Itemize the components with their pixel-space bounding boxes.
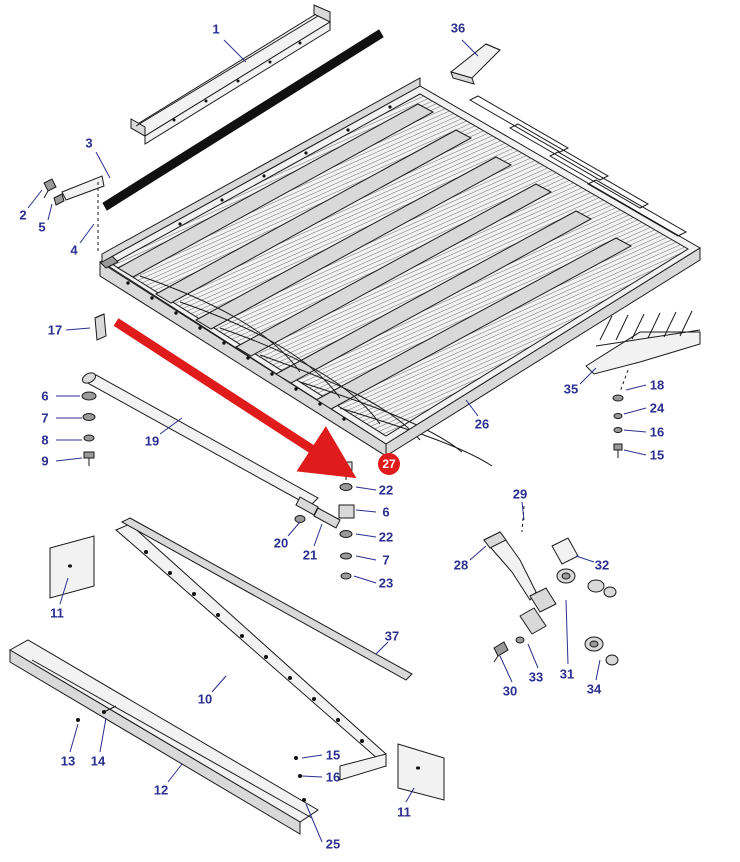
part-36-blade — [451, 44, 500, 84]
callout-22-upper: 22 — [378, 482, 394, 498]
callout-1: 1 — [212, 21, 220, 37]
callout-21: 21 — [302, 547, 318, 563]
callout-35: 35 — [563, 381, 579, 397]
callout-13: 13 — [60, 753, 76, 769]
callout-25: 25 — [325, 836, 341, 852]
linkage-assembly — [484, 506, 618, 665]
callout-16-right: 16 — [649, 424, 665, 440]
callout-12: 12 — [153, 782, 169, 798]
callout-30: 30 — [502, 683, 518, 699]
part-12-angle-rail — [10, 640, 318, 834]
callout-9: 9 — [41, 453, 49, 469]
callout-3: 3 — [85, 135, 93, 151]
fastener-stack-center — [339, 462, 354, 579]
callout-19: 19 — [144, 433, 160, 449]
callout-8: 8 — [41, 432, 49, 448]
callout-32: 32 — [594, 557, 610, 573]
callout-16-bottom: 16 — [325, 769, 341, 785]
callout-7-left: 7 — [41, 410, 49, 426]
callout-11-left: 11 — [50, 605, 64, 621]
callout-20: 20 — [273, 535, 289, 551]
callout-24: 24 — [649, 400, 665, 416]
callout-22-lower: 22 — [378, 529, 394, 545]
callout-6-center: 6 — [382, 504, 390, 520]
callout-2: 2 — [19, 207, 27, 223]
callout-31: 31 — [559, 666, 575, 682]
callout-37: 37 — [384, 628, 400, 644]
callout-29: 29 — [512, 486, 528, 502]
callout-23: 23 — [378, 575, 394, 591]
callout-15-right: 15 — [649, 447, 665, 463]
callout-4: 4 — [70, 242, 78, 258]
callout-15-bottom: 15 — [325, 747, 341, 763]
callout-11-right: 11 — [397, 804, 411, 820]
part-11-plate-left — [50, 536, 94, 598]
callout-34: 34 — [586, 681, 602, 697]
callout-7-center: 7 — [382, 552, 390, 568]
sieve-frame-assembly — [100, 78, 700, 466]
callout-10: 10 — [197, 691, 213, 707]
callout-6-left: 6 — [41, 388, 49, 404]
callout-17: 17 — [47, 322, 63, 338]
part-17-pin — [95, 314, 106, 340]
callout-33: 33 — [528, 669, 544, 685]
part-4-bracket — [44, 176, 104, 252]
part-11-plate-right — [398, 744, 444, 800]
callout-26: 26 — [474, 416, 490, 432]
callout-5: 5 — [38, 219, 46, 235]
callout-14: 14 — [90, 753, 106, 769]
callout-18: 18 — [649, 377, 665, 393]
fastener-stack-left — [82, 392, 96, 466]
callout-27-highlighted: 27 — [378, 453, 400, 475]
callout-28: 28 — [453, 557, 469, 573]
callout-36: 36 — [450, 20, 466, 36]
part-35-fastener-stack — [613, 395, 623, 458]
part-35-finger-rake — [586, 311, 700, 458]
